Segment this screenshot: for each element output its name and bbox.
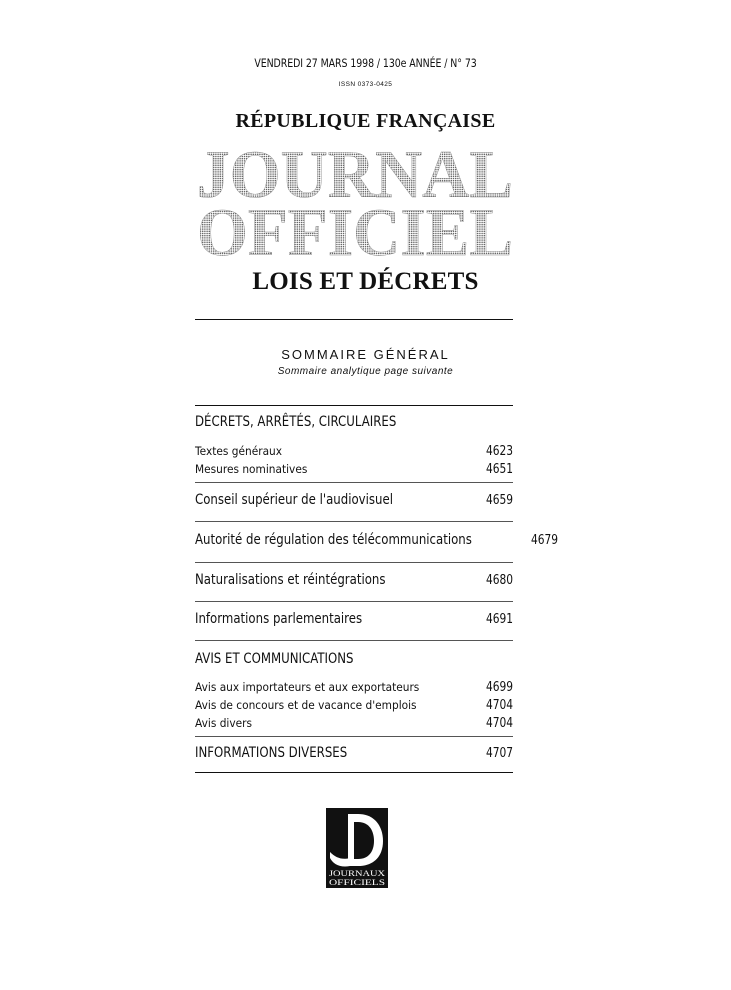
- toc-entry-label: Avis aux importateurs et aux exportateurs: [195, 680, 420, 694]
- divider: [195, 482, 513, 483]
- masthead-officiel: OFFICIEL: [197, 194, 513, 260]
- section-heading-avis: [195, 651, 513, 667]
- summary-subtitle: Sommaire analytique page suivante: [277, 366, 454, 377]
- toc-entry[interactable]: [195, 572, 513, 588]
- journaux-officiels-logo: [326, 808, 388, 888]
- toc-entry-label: INFORMATIONS DIVERSES: [195, 745, 348, 761]
- toc-entry-label: Autorité de régulation des télécommunications: [195, 532, 472, 548]
- divider: [195, 405, 513, 406]
- toc-entry[interactable]: [195, 444, 513, 459]
- toc-entry[interactable]: [195, 462, 513, 477]
- toc-entry-page: 4651: [485, 462, 513, 477]
- toc-entry-page: 4707: [485, 746, 513, 761]
- divider: [195, 319, 513, 320]
- toc-entry-page: 4679: [530, 533, 558, 548]
- section-label: AVIS ET COMMUNICATIONS: [195, 651, 354, 667]
- issn: ISSN 0373-0425: [338, 81, 393, 88]
- toc-entry-label: Mesures nominatives: [195, 462, 308, 476]
- dateline: VENDREDI 27 MARS 1998 / 130e ANNÉE / N° 73: [254, 56, 477, 70]
- toc-entry-label: Naturalisations et réintégrations: [195, 572, 386, 588]
- divider: [195, 772, 513, 773]
- masthead-journal: JOURNAL: [197, 140, 513, 212]
- toc-entry-page: 4680: [485, 573, 513, 588]
- edition-title: LOIS ET DÉCRETS: [252, 268, 479, 295]
- toc-entry-label: Avis de concours et de vacance d'emplois: [195, 698, 417, 712]
- logo-text-officiels: OFFICIELS: [329, 878, 385, 887]
- toc-entry[interactable]: [195, 680, 513, 695]
- toc-entry[interactable]: [195, 745, 513, 761]
- toc-entry-label: Avis divers: [195, 716, 252, 730]
- divider: [195, 736, 513, 737]
- toc-entry-page: 4659: [485, 493, 513, 508]
- toc-entry-page: 4704: [485, 698, 513, 713]
- toc-entry[interactable]: [195, 698, 513, 713]
- republique-francaise: RÉPUBLIQUE FRANÇAISE: [235, 110, 496, 132]
- toc-entry-label: Informations parlementaires: [195, 611, 363, 627]
- toc-entry-label: Textes généraux: [195, 444, 283, 458]
- divider: [195, 562, 513, 563]
- divider: [195, 640, 513, 641]
- divider: [195, 601, 513, 602]
- section-heading-decrets: [195, 414, 513, 430]
- summary-title: SOMMAIRE GÉNÉRAL: [281, 347, 450, 362]
- toc-entry[interactable]: [195, 716, 513, 731]
- logo-text-journaux: JOURNAUX: [329, 869, 386, 878]
- toc-entry-page: 4704: [485, 716, 513, 731]
- toc-entry[interactable]: [195, 532, 558, 548]
- toc-entry[interactable]: [195, 611, 513, 627]
- toc-entry-page: 4691: [485, 612, 513, 627]
- section-label: DÉCRETS, ARRÊTÉS, CIRCULAIRES: [195, 414, 397, 430]
- masthead: [195, 140, 515, 265]
- toc-entry-page: 4623: [485, 444, 513, 459]
- toc-entry-page: 4699: [485, 680, 513, 695]
- toc-entry-label: Conseil supérieur de l'audiovisuel: [195, 492, 393, 508]
- toc-entry[interactable]: [195, 492, 513, 508]
- divider: [195, 521, 513, 522]
